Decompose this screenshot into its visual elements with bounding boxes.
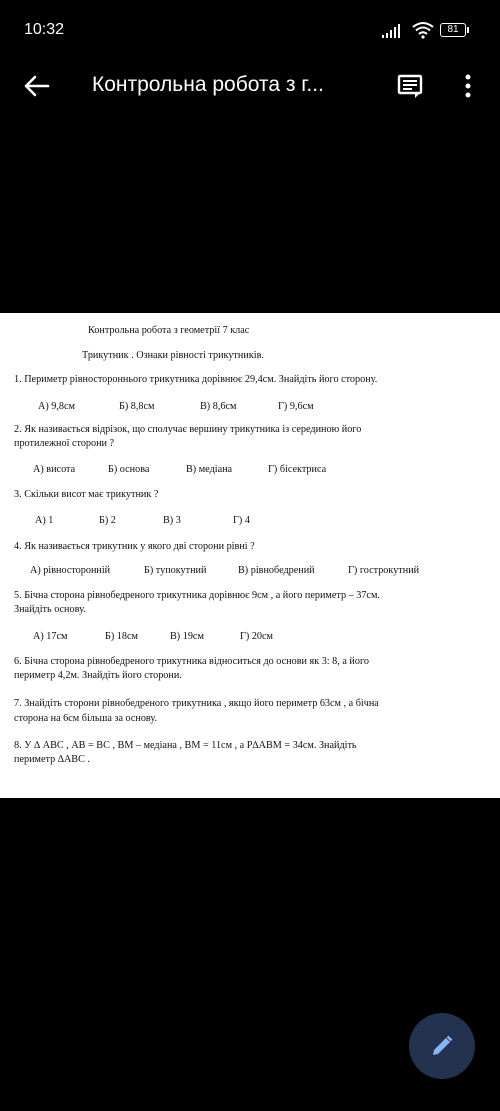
q3-option-d: Г) 4 [233, 515, 250, 526]
status-time: 10:32 [24, 21, 65, 38]
notes-icon[interactable] [396, 72, 424, 100]
q2-option-b: Б) основа [108, 464, 150, 475]
app-bar [0, 62, 500, 110]
more-vert-icon[interactable] [460, 72, 476, 100]
q1-option-a: А) 9,8см [38, 401, 75, 412]
document-page [0, 313, 500, 798]
battery-indicator [440, 23, 466, 37]
wifi-icon [412, 21, 434, 39]
signal-icon [381, 24, 407, 38]
doc-subheading: Трикутник . Ознаки рівності трикутників. [82, 350, 264, 361]
q1-option-b: Б) 8,8см [119, 401, 155, 412]
question-4: 4. Як називається трикутник у якого дві сторони рівні ? [14, 541, 255, 552]
q4-option-a: А) рівносторонній [30, 565, 111, 576]
q5-option-a: А) 17см [33, 631, 68, 642]
battery-level: 81 [447, 24, 459, 35]
question-7-line-1: 7. Знайдіть сторони рівнобедреного трикутника , якщо його периметр 63см , а бічна [14, 698, 379, 709]
question-6-line-1: 6. Бічна сторона рівнобедреного трикутника відноситься до основи як 3: 8, а його [14, 656, 369, 667]
question-1: 1. Периметр рівностороннього трикутника дорівнює 29,4см. Знайдіть його сторону. [14, 374, 378, 385]
edit-pencil-icon [430, 1034, 454, 1058]
q5-option-b: Б) 18см [105, 631, 138, 642]
q1-option-c: В) 8,6см [200, 401, 237, 412]
question-5-line-2: Знайдіть основу. [14, 604, 86, 615]
q3-option-b: Б) 2 [99, 515, 116, 526]
q2-option-c: В) медіана [186, 464, 233, 475]
question-5-line-1: 5. Бічна сторона рівнобедреного трикутника дорівнює 9см , а його периметр – 37см. [14, 590, 380, 601]
edit-fab-button[interactable] [409, 1013, 475, 1079]
q3-option-a: А) 1 [35, 515, 54, 526]
q2-option-a: А) висота [33, 464, 76, 475]
q5-option-c: В) 19см [170, 631, 204, 642]
question-6-line-2: периметр 4,2м. Знайдіть його сторони. [14, 670, 182, 681]
question-8-line-1: 8. У ∆ АВС , АВ = ВС , ВМ – медіана , ВМ = 11см , а Р∆АВМ = 34см. Знайдіть [14, 740, 357, 751]
question-2-line-1: 2. Як називається відрізок, що сполучає вершину трикутника із серединою його [14, 424, 362, 435]
doc-heading: Контрольна робота з геометрії 7 клас [88, 325, 250, 336]
q3-option-c: В) 3 [163, 515, 181, 526]
back-arrow-icon[interactable] [22, 74, 50, 98]
question-3: 3. Скільки висот має трикутник ? [14, 489, 159, 500]
q1-option-d: Г) 9,6см [278, 401, 314, 412]
q4-option-d: Г) гострокутний [348, 565, 420, 576]
question-8-line-2: периметр ∆АВС . [14, 754, 90, 765]
question-2-line-2: протилежної сторони ? [14, 438, 115, 449]
q4-option-b: Б) тупокутний [144, 565, 207, 576]
document-title: Контрольна робота з г... [92, 73, 324, 96]
q4-option-c: В) рівнобедрений [238, 565, 315, 576]
status-bar [0, 0, 500, 62]
q2-option-d: Г) бісектриса [268, 464, 327, 475]
question-7-line-2: сторона на 6см більша за основу. [14, 713, 158, 724]
q5-option-d: Г) 20см [240, 631, 273, 642]
